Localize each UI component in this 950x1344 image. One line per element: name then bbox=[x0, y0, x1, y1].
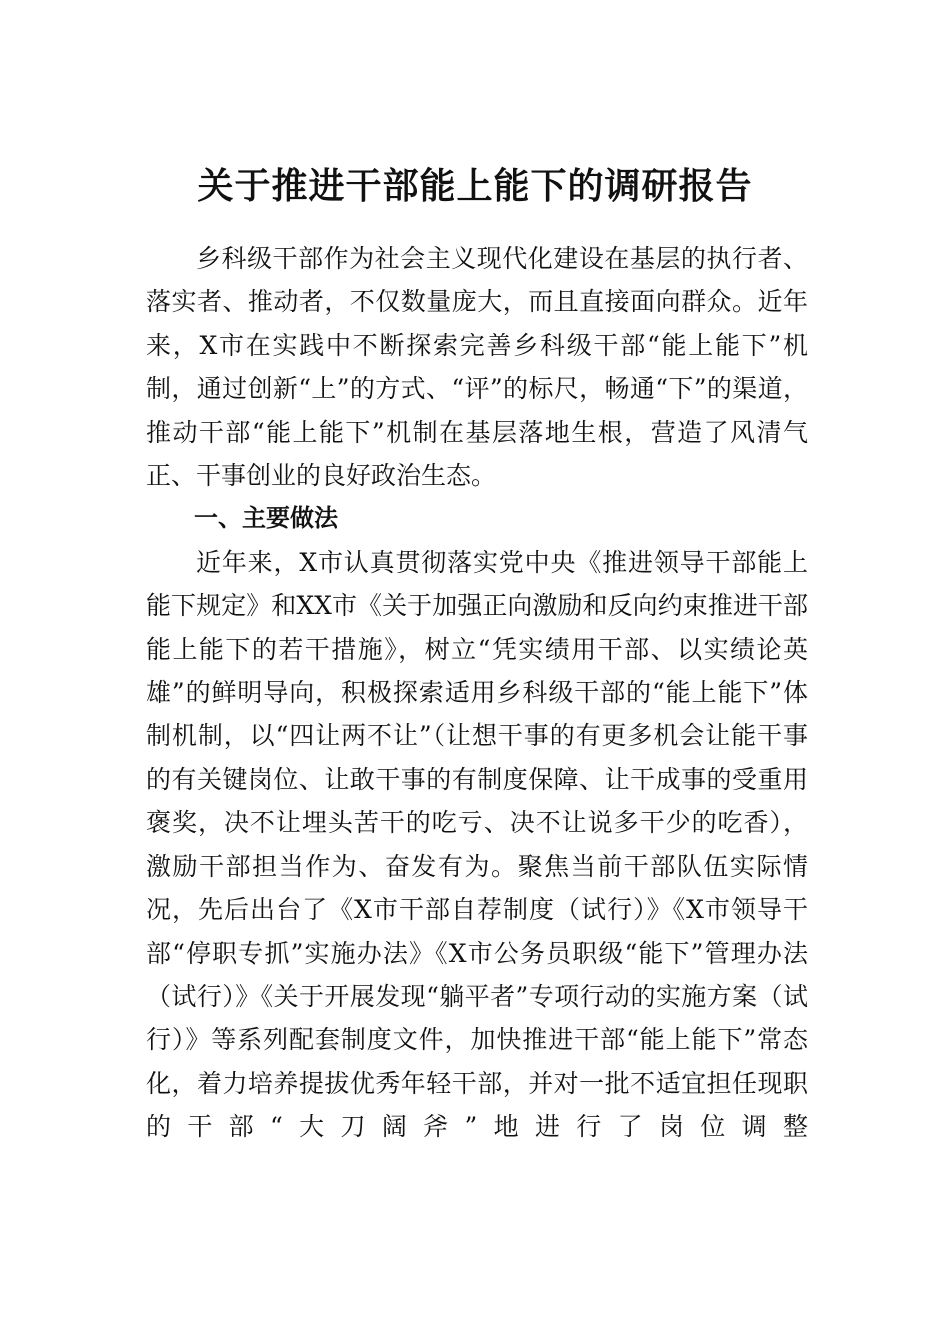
section-paragraph: 近年来，X市认真贯彻落实党中央《推进领导干部能上能下规定》和XX市《关于加强正向激励和反向约束推进干部能上能下的若干措施》，树立“凭实绩用干部、以实绩论英雄”的鲜明导向，积极探索适用乡科级干部的“能上能下”体制机制，以“四让两不让”（让想干事的有更多机会让能干事的有关键岗位、让敢干事的有制度保障、让干成事的受重用褒奖，决不让埋头苦干的吃亏、决不让说多干少的吃香），激励干部担当作为、奋发有为。聚焦当前干部队伍实际情况，先后出台了《X市干部自荐制度（试行）》《X市领导干部“停职专抓”实施办法》《X市公务员职级“能下”管理办法（试行）》《关于开展发现“躺平者”专项行动的实施方案（试行）》等系列配套制度文件，加快推进干部“能上能下”常态化，着力培养提拔优秀年轻干部，并对一批不适宜担任现职的干部“大刀阔斧”地进行了岗位调整 bbox=[146, 547, 808, 1142]
intro-paragraph: 乡科级干部作为社会主义现代化建设在基层的执行者、落实者、推动者，不仅数量庞大，而且直接面向群众。近年来，X市在实践中不断探索完善乡科级干部“能上能下”机制，通过创新“上”的方式、“评”的标尺，畅通“下”的渠道，推动干部“能上能下”机制在基层落地生根，营造了风清气正、干事创业的良好政治生态。 bbox=[146, 244, 808, 491]
section-heading: 一、主要做法 bbox=[194, 504, 338, 533]
document-title: 关于推进干部能上能下的调研报告 bbox=[197, 165, 753, 207]
document-body bbox=[146, 237, 808, 1149]
